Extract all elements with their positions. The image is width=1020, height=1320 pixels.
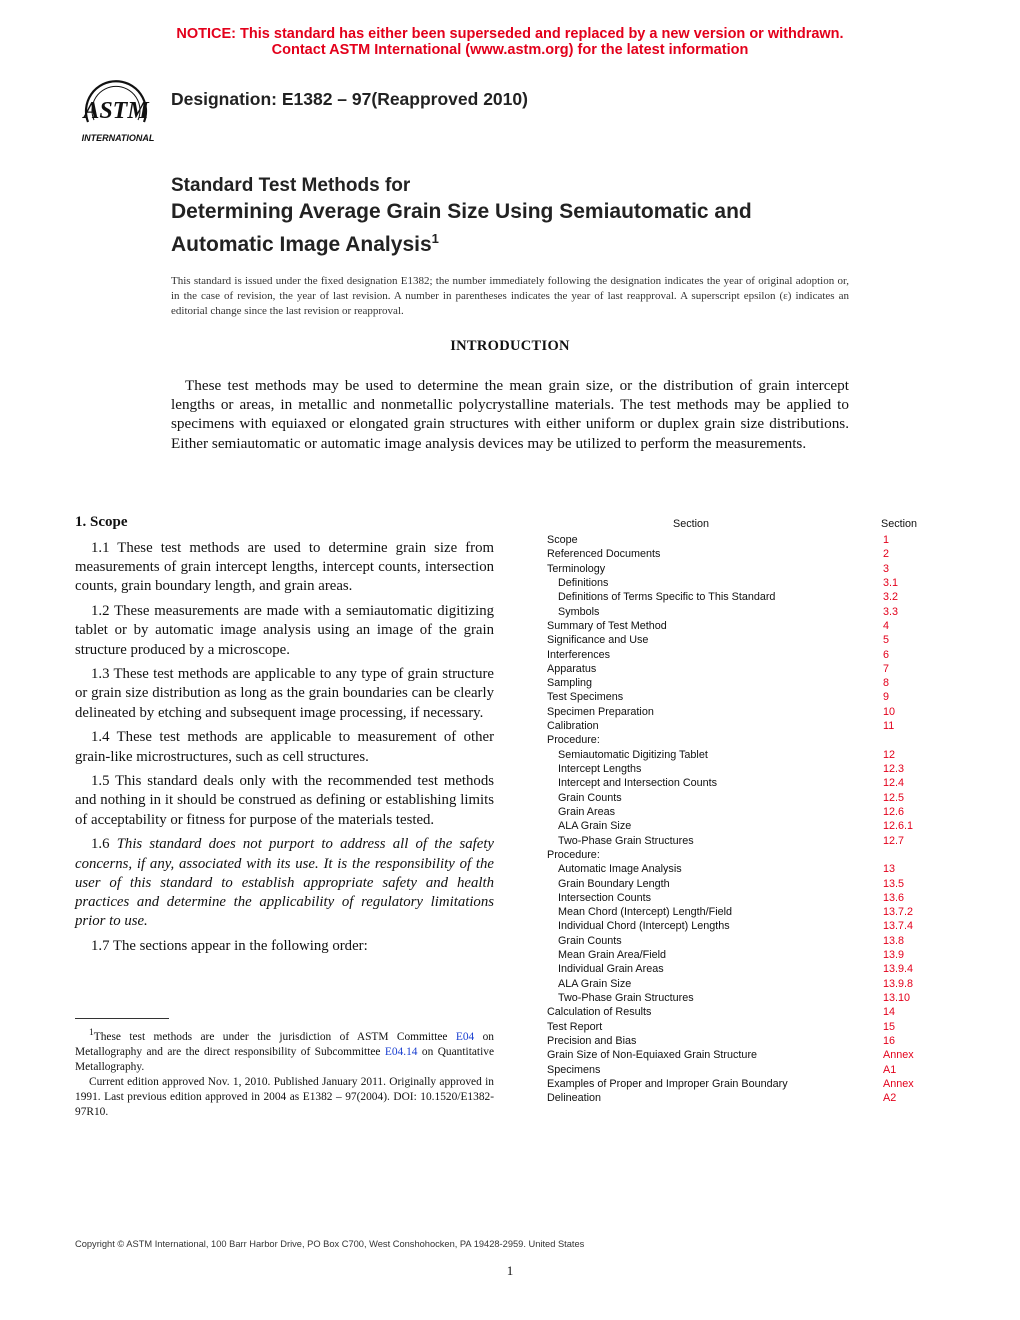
toc-row-label: Grain Areas	[558, 805, 616, 818]
toc-row	[547, 547, 927, 561]
toc-row	[547, 1020, 927, 1034]
toc-row-section-link[interactable]: 15	[883, 1020, 896, 1033]
toc-row-label: Procedure:	[547, 848, 600, 861]
toc-row	[547, 1048, 927, 1062]
toc-row-section-link[interactable]: 12.6	[883, 805, 905, 818]
header-section-right: Section	[881, 518, 918, 530]
toc-row-section-link[interactable]: 12.5	[883, 791, 905, 804]
footnote-text-3: on Quantitative Metallography.	[75, 1045, 495, 1073]
toc-row-section-link[interactable]: 13.6	[883, 891, 905, 904]
toc-row	[547, 633, 927, 647]
toc-row-section-link[interactable]: 12	[883, 748, 896, 761]
subcommittee-e04-14-link[interactable]: E04.14	[384, 1045, 418, 1058]
committee-e04-link[interactable]: E04	[455, 1030, 475, 1043]
title-footnote-marker: 1	[431, 231, 439, 246]
toc-row	[547, 905, 927, 919]
toc-row-label: Significance and Use	[547, 634, 649, 647]
toc-row-section-link[interactable]: 13.5	[883, 877, 905, 890]
toc-row-section-link[interactable]: 2	[883, 548, 890, 561]
page-number: 1	[506, 1263, 514, 1278]
toc-row-section-link[interactable]: 13.10	[883, 992, 911, 1004]
toc-row-label: Calibration	[547, 720, 599, 733]
toc-row-label: Individual Chord (Intercept) Lengths	[558, 920, 730, 933]
footnote-edition: Current edition approved Nov. 1, 2010. Published January 2011. Originally approved in 1991. Last previous edition approved in 2004 as E1382 – 97(2004). DOI: 10.1520/E1382-97R10.	[75, 1075, 494, 1118]
toc-row-section-link[interactable]: 5	[883, 634, 890, 647]
toc-row	[547, 690, 927, 704]
toc-row-section-link[interactable]: 3.2	[883, 591, 899, 604]
header-section-left: Section	[673, 518, 710, 530]
toc-row-label: Test Specimens	[547, 691, 624, 704]
toc-row	[547, 619, 927, 633]
toc-row	[547, 762, 927, 776]
toc-row-section-link[interactable]: 9	[883, 691, 890, 704]
toc-row	[547, 605, 927, 619]
toc-row-label: Mean Chord (Intercept) Length/Field	[558, 906, 733, 919]
toc-row-section-link[interactable]: 16	[883, 1034, 896, 1047]
toc-row-label: Calculation of Results	[547, 1006, 652, 1019]
toc-row-label: Terminology	[547, 562, 606, 575]
scope-heading: 1. Scope	[75, 514, 128, 530]
toc-row-section-link[interactable]: 3.1	[883, 576, 899, 589]
toc-row-section-link[interactable]: 1	[883, 534, 890, 546]
footnote-jurisdiction	[75, 1026, 494, 1075]
toc-row	[547, 919, 927, 933]
logo-subtext: INTERNATIONAL	[81, 133, 155, 143]
astm-logo	[74, 74, 164, 146]
scope-paragraph-1-2: 1.2 These measurements are made with a semiautomatic digitizing tablet or by automatic image analysis using an image of the grain structure produced by a microscope.	[75, 603, 494, 658]
toc-row	[547, 662, 927, 676]
toc-row-label: Delineation	[547, 1092, 602, 1105]
document-title	[171, 174, 752, 258]
toc-row-section-link[interactable]: 12.7	[883, 834, 905, 847]
toc-row	[547, 1063, 927, 1077]
title-line-2: Determining Average Grain Size Using Semiautomatic and	[171, 200, 752, 223]
toc-row	[547, 977, 927, 991]
toc-row-label: Examples of Proper and Improper Grain Boundary	[547, 1077, 788, 1090]
notice-line-2: Contact ASTM International (www.astm.org) for the latest information	[271, 41, 749, 58]
toc-row-section-link[interactable]: 13.7.2	[883, 906, 914, 919]
toc-row-section-link[interactable]: A1	[883, 1063, 897, 1076]
toc-row	[547, 676, 927, 690]
toc-row	[547, 791, 927, 805]
toc-row-section-link[interactable]: 13.9	[883, 949, 905, 962]
logo-text: ASTM	[83, 98, 149, 124]
toc-row	[547, 934, 927, 948]
toc-row-label: Summary of Test Method	[547, 619, 667, 632]
toc-row-label: Specimen Preparation	[547, 705, 654, 718]
toc-row	[547, 877, 927, 891]
toc-row-section-link[interactable]: 12.4	[883, 777, 905, 790]
sections-table	[547, 518, 927, 1106]
toc-row-label: ALA Grain Size	[558, 820, 632, 833]
toc-row-label: Definitions of Terms Specific to This Standard	[558, 591, 776, 604]
toc-row-label: Grain Boundary Length	[558, 877, 670, 890]
toc-row-section-link[interactable]: 13	[883, 863, 896, 876]
footnote-text-2: on Metallography and are the direct responsibility of Subcommittee	[75, 1030, 494, 1058]
toc-row-section-link[interactable]: 13.9.4	[883, 963, 914, 976]
toc-row-label: Sampling	[547, 677, 593, 690]
toc-row	[547, 776, 927, 790]
toc-row-section-link[interactable]: 6	[883, 648, 890, 661]
toc-row-label: Test Report	[547, 1020, 603, 1033]
scope-paragraph-1-7: 1.7 The sections appear in the following order:	[91, 937, 368, 954]
toc-row	[547, 1005, 927, 1019]
toc-row-section-link[interactable]: 13.8	[883, 934, 905, 947]
toc-row	[547, 1034, 927, 1048]
toc-row-section-link[interactable]: 7	[883, 662, 890, 675]
toc-row	[547, 719, 927, 733]
toc-row-label: Two-Phase Grain Structures	[558, 992, 694, 1004]
toc-row-label: Grain Size of Non-Equiaxed Grain Structure	[547, 1049, 758, 1062]
toc-row-section-link[interactable]: 12.3	[883, 763, 905, 775]
toc-row	[547, 562, 927, 576]
toc-row-section-link[interactable]: 10	[883, 705, 896, 718]
toc-row-label: Scope	[547, 534, 578, 546]
scope-paragraph-1-6-number: 1.6	[91, 836, 110, 853]
notice-banner	[0, 27, 1020, 58]
toc-row-label: Individual Grain Areas	[558, 963, 664, 976]
toc-row-label: Specimens	[547, 1063, 601, 1076]
footnote-divider	[75, 1018, 169, 1019]
toc-row	[547, 576, 927, 590]
title-line-3-text: Automatic Image Analysis	[171, 233, 432, 256]
toc-row-label: Referenced Documents	[547, 548, 661, 561]
toc-row-label: Mean Grain Area/Field	[558, 949, 667, 962]
toc-row-section-link[interactable]: 12.6.1	[883, 820, 914, 833]
scope-paragraph-1-6-text: This standard does not purport to address all of the safety concerns, if any, associated with its use. It is the responsibility of the user of this standard to establish appropriate safety and health practices and determine the applicability of regulatory limitations prior to use.	[75, 836, 494, 930]
toc-row-label: Symbols	[558, 605, 600, 618]
introduction-text: These test methods may be used to determine the mean grain size, or the distribution of grain intercept lengths or areas, in metallic and nonmetallic polycrystalline materials. The test methods may be applied to specimens with equiaxed or elongated grain structures with either uniform or duplex grain size distributions. Either semiautomatic or automatic image analysis devices may be utilized to perform the measurements.	[171, 377, 849, 452]
toc-row	[547, 948, 927, 962]
toc-row	[547, 862, 927, 876]
introduction-heading: INTRODUCTION	[450, 338, 570, 354]
footnote-marker: 1	[89, 1028, 94, 1038]
toc-row	[547, 733, 927, 747]
toc-row-label: Automatic Image Analysis	[558, 863, 682, 876]
toc-row-label: Intercept and Intersection Counts	[558, 777, 718, 790]
toc-row-label: Semiautomatic Digitizing Tablet	[558, 748, 708, 761]
scope-paragraph-1-3: 1.3 These test methods are applicable to any type of grain structure or grain size distribution as long as the grain boundaries can be clearly delineated by etching and subsequent image processing, if necessary.	[75, 666, 494, 721]
scope-paragraph-1-4: 1.4 These test methods are applicable to measurement of other grain-like microstructures, such as cell structures.	[75, 729, 494, 765]
toc-row	[547, 819, 927, 833]
sections-table-body	[547, 533, 927, 1106]
toc-row	[547, 705, 927, 719]
scope-paragraph-1-1: 1.1 These test methods are used to determine grain size from measurements of grain intercept lengths, intercept counts, intersection counts, grain boundary length, and grain areas.	[75, 540, 494, 595]
toc-row-label: Grain Counts	[558, 791, 622, 804]
toc-row-section-link[interactable]: 14	[883, 1006, 896, 1019]
title-line-3	[171, 225, 752, 258]
toc-row-section-link[interactable]: 11	[883, 720, 895, 733]
notice-line-1: NOTICE: This standard has either been superseded and replaced by a new version or withdrawn.	[176, 26, 844, 42]
toc-row-label: Precision and Bias	[547, 1034, 637, 1047]
toc-row-label: Interferences	[547, 648, 611, 661]
scope-paragraph-1-6	[75, 835, 494, 931]
toc-row	[547, 962, 927, 976]
toc-row	[547, 805, 927, 819]
toc-row-section-link[interactable]: 8	[883, 677, 890, 690]
issued-note: This standard is issued under the fixed designation E1382; the number immediately following the designation indicates the year of original adoption or, in the case of revision, the year of last revision. A number in parentheses indicates the year of last reapproval. A superscript epsilon (ε) indicates an editorial change since the last revision or reapproval.	[171, 275, 849, 317]
toc-row-section-link[interactable]: Annex	[883, 1077, 914, 1090]
toc-row	[547, 748, 927, 762]
toc-row-section-link[interactable]: 3	[883, 562, 890, 575]
scope-paragraph-1-5: 1.5 This standard deals only with the recommended test methods and nothing in it should be construed as defining or establishing limits of acceptability or fitness for purpose of the materials tested.	[75, 773, 494, 828]
toc-row-label: Two-Phase Grain Structures	[558, 834, 694, 847]
toc-row	[547, 533, 927, 547]
title-line-1: Standard Test Methods for	[171, 175, 411, 196]
toc-row	[547, 891, 927, 905]
sections-table-header	[547, 518, 927, 533]
toc-row-section-link[interactable]: A2	[883, 1092, 897, 1105]
toc-row-section-link[interactable]: 13.9.8	[883, 977, 914, 990]
copyright-notice: Copyright © ASTM International, 100 Barr Harbor Drive, PO Box C700, West Conshohocken, PA 19428-2959. United States	[75, 1239, 585, 1249]
toc-row	[547, 1091, 927, 1105]
toc-row	[547, 648, 927, 662]
toc-row-label: Grain Counts	[558, 934, 622, 947]
toc-row-label: Procedure:	[547, 734, 600, 747]
toc-row-label: Apparatus	[547, 662, 597, 675]
toc-row	[547, 834, 927, 848]
toc-row	[547, 991, 927, 1005]
toc-row	[547, 590, 927, 604]
toc-row-section-link[interactable]: 13.7.4	[883, 920, 914, 933]
toc-row	[547, 848, 927, 862]
toc-row-label: Intersection Counts	[558, 891, 652, 904]
toc-row-section-link[interactable]: Annex	[883, 1049, 914, 1062]
toc-row-section-link[interactable]: 4	[883, 619, 890, 632]
toc-row-label: Definitions	[558, 576, 609, 589]
toc-row-label: ALA Grain Size	[558, 977, 632, 990]
footnote-text-1: These test methods are under the jurisdiction of ASTM Committee	[93, 1030, 456, 1043]
scope-section	[75, 539, 494, 962]
toc-row	[547, 1077, 927, 1091]
toc-row-label: Intercept Lengths	[558, 763, 642, 775]
toc-row-section-link[interactable]: 3.3	[883, 605, 899, 618]
footnote	[75, 1026, 494, 1120]
designation: Designation: E1382 – 97(Reapproved 2010)	[171, 89, 528, 109]
